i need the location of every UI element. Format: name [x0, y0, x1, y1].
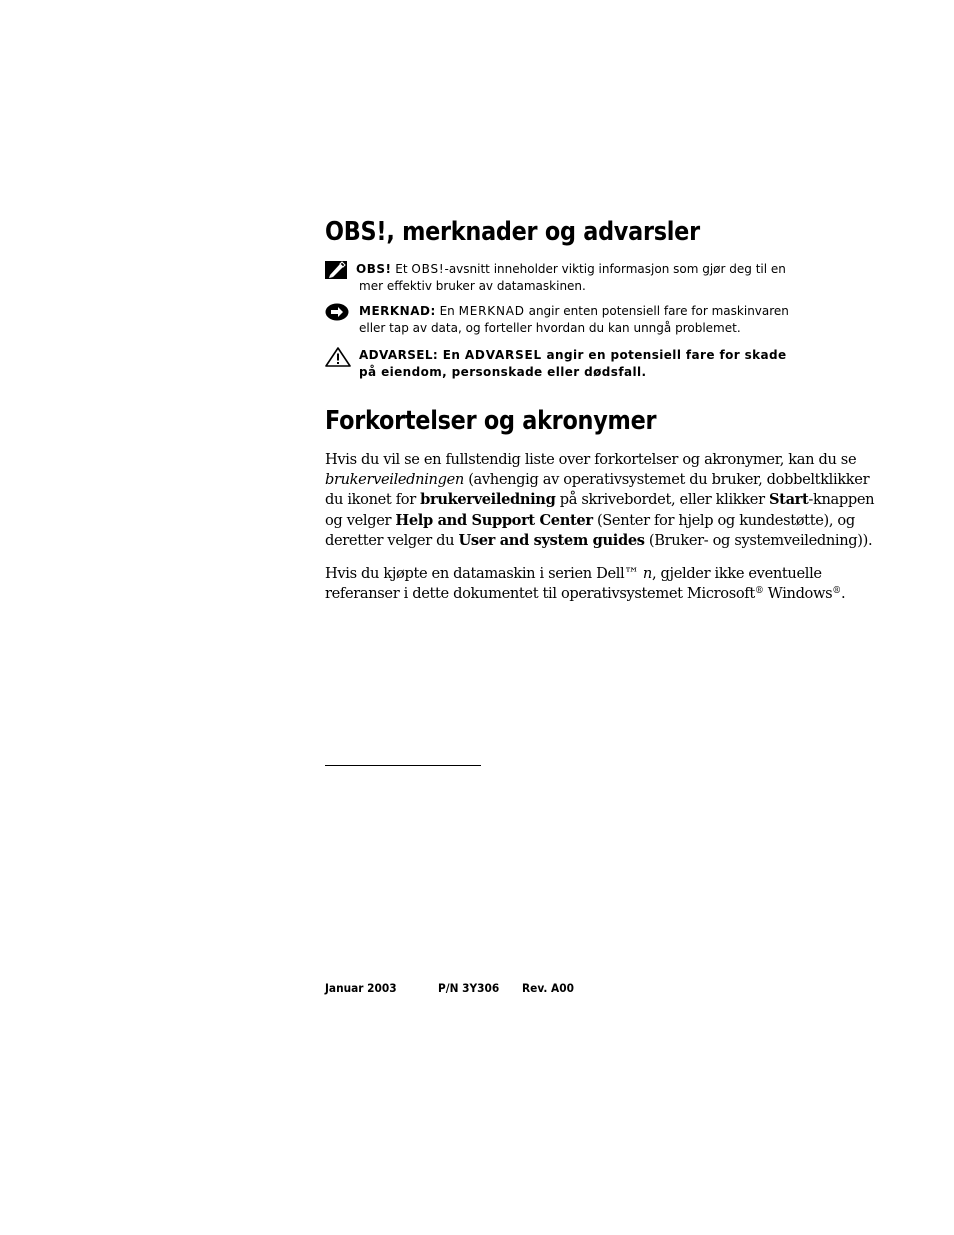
p2-period: .	[840, 585, 846, 603]
footer-revision: Rev. A00	[522, 981, 574, 995]
obs-text-line2: mer effektiv bruker av datamaskinen.	[359, 279, 586, 293]
obs-text-pre: Et	[391, 262, 412, 276]
advarsel-text-line2: på eiendom, personskade eller dødsfall.	[359, 365, 647, 379]
footer-date: Januar 2003	[325, 981, 397, 995]
obs-note	[325, 261, 805, 295]
merknad-text-sc: MERKNAD	[458, 304, 525, 318]
p1-bold-guide: brukerveiledning	[420, 491, 556, 509]
p1-line4-post: (Senter for hjelp og kundestøtte), og	[592, 511, 855, 529]
p1-line3-mid: på skrivebordet, eller klikker	[555, 491, 769, 509]
heading-forkortelser: Forkortelser og akronymer	[325, 406, 657, 436]
footer-part-number: P/N 3Y306	[438, 981, 500, 995]
merknad-text-line2: eller tap av data, og forteller hvordan du kan unngå problemet.	[359, 321, 741, 335]
p1-italic-guide: brukerveiledningen	[325, 471, 464, 489]
obs-text-sc: OBS!	[411, 262, 445, 276]
p1-line1: Hvis du vil se en fullstendig liste over forkortelser og akronymer, kan du se	[325, 451, 857, 468]
pencil-note-icon	[325, 261, 347, 284]
p1-bold-start: Start	[768, 491, 809, 509]
merknad-note	[325, 303, 805, 337]
obs-label: OBS!	[356, 262, 392, 276]
p1-line5-post: (Bruker- og systemveiledning)).	[644, 531, 873, 549]
advarsel-text-line1: angir en potensiell fare for skade	[541, 348, 787, 362]
advarsel-label: ADVARSEL:	[359, 348, 439, 362]
p1-bold-help: Help and Support Center	[395, 511, 593, 529]
p2-windows: Windows	[763, 585, 833, 603]
paragraph-dell-n	[325, 564, 846, 604]
warning-triangle-icon	[325, 347, 351, 372]
p1-line5-pre: deretter velger du	[325, 531, 459, 549]
p1-line4-pre: og velger	[325, 511, 396, 529]
advarsel-note	[325, 347, 805, 381]
heading-obs: OBS!, merknader og advarsler	[325, 217, 700, 247]
p2-line2-pre: referanser i dette dokumentet til operativsystemet Microsoft	[325, 585, 755, 603]
p1-line2: (avhengig av operativsystemet du bruker, dobbeltklikker	[463, 471, 870, 489]
p2-reg-mark-1: ®	[754, 586, 764, 597]
merknad-label: MERKNAD:	[359, 304, 436, 318]
advarsel-text-sc: ADVARSEL	[464, 348, 542, 362]
notice-arrow-icon	[325, 303, 349, 326]
p1-bold-guides: User and system guides	[458, 531, 645, 549]
merknad-text-pre: En	[435, 304, 459, 318]
footnote-rule	[325, 765, 481, 766]
p1-line3-post: -knappen	[808, 491, 875, 509]
paragraph-abbreviations	[325, 450, 875, 551]
p2-line1-pre: Hvis du kjøpte en datamaskin i serien Dell™	[325, 565, 643, 582]
merknad-text-line1: angir enten potensiell fare for maskinvaren	[524, 304, 789, 318]
p2-reg-mark-2: ®	[832, 586, 841, 597]
p2-line1-post: , gjelder ikke eventuelle	[651, 565, 822, 582]
p2-italic-n: n	[642, 565, 652, 582]
p1-line3-pre: du ikonet for	[325, 491, 421, 509]
advarsel-text-pre: En	[438, 348, 465, 362]
obs-text-line1: -avsnitt inneholder viktig informasjon som gjør deg til en	[444, 262, 786, 276]
